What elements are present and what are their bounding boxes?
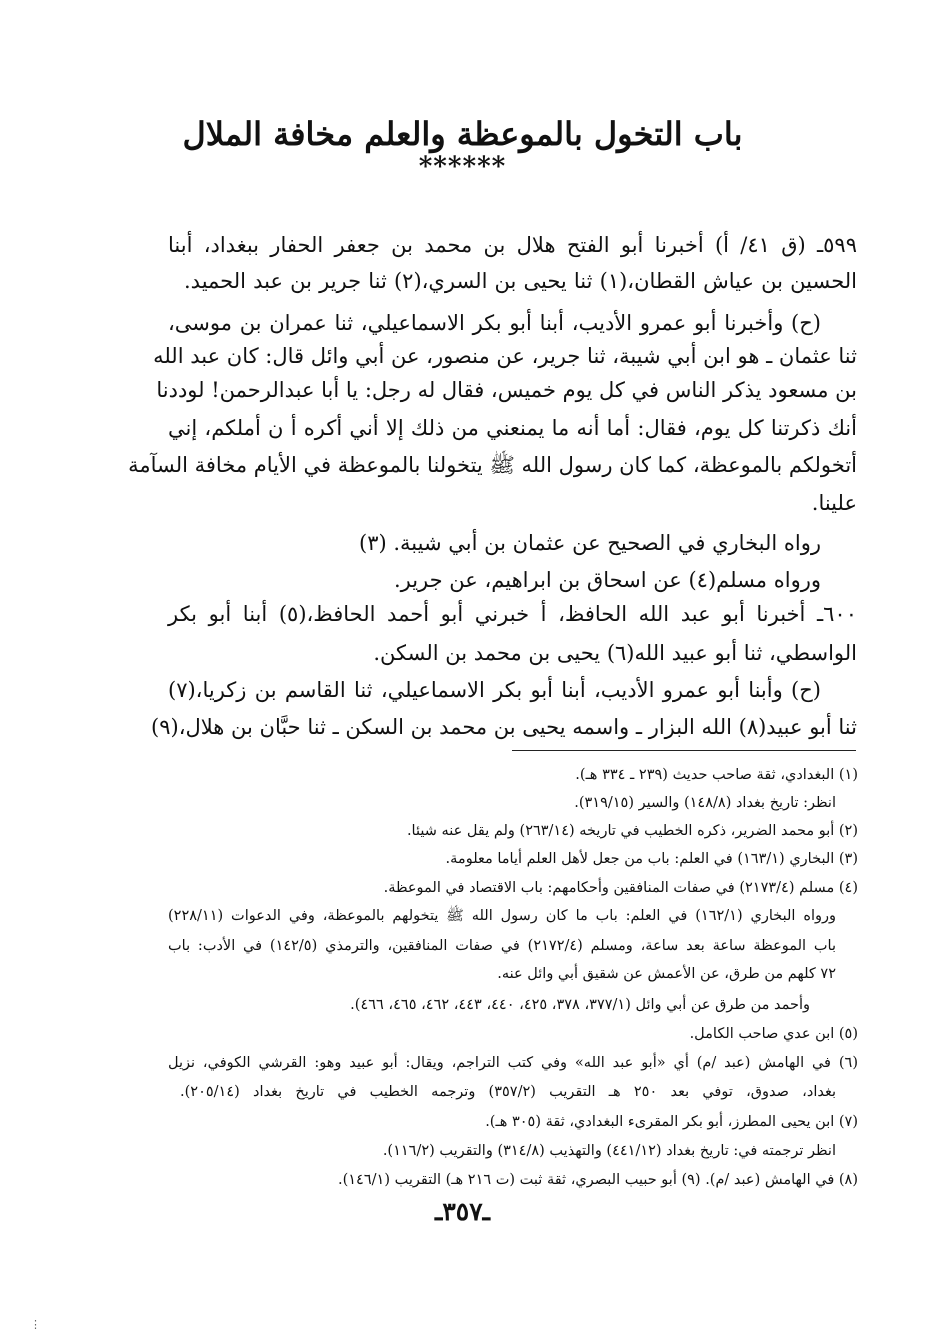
footnote-line: (٦) في الهامش (عبد /م) أي «أبو عبد الله» وفي كتب التراجم، ويقال: أبو عبيد وهو: القرشي الكوفي، نزيل bbox=[168, 1055, 858, 1071]
footnote-line: (٤) مسلم (٢١٧٣/٤) في صفات المنافقين وأحكامهم: باب الاقتصاد في الموعظة. bbox=[383, 880, 858, 896]
page-number: ـ٣٥٧ـ bbox=[435, 1197, 490, 1226]
body-line: ٥٩٩ـ (ق ٤١/ أ) أخبرنا أبو الفتح هلال بن محمد بن جعفر الحفار ببغداد، أبنا bbox=[168, 233, 857, 257]
footnote-line: (٧) ابن يحيى المطرز، أبو بكر المقرىء البغدادي، ثقة (٣٠٥ هـ). bbox=[485, 1114, 858, 1130]
body-line: الواسطي، ثنا أبو عبيد الله(٦) يحيى بن محمد بن السكن. bbox=[373, 641, 857, 665]
footnote-line: انظر: تاريخ بغداد (١٤٨/٨) والسير (٣١٩/١٥). bbox=[574, 795, 836, 811]
body-line: (ح) وأخبرنا أبو عمرو الأديب، أبنا أبو بكر الاسماعيلي، ثنا عمران بن موسى، bbox=[168, 311, 821, 335]
footnote-line: (٨) في الهامش (عبد /م). (٩) أبو حبيب البصري، ثقة ثبت (ت ٢١٦ هـ) التقريب (١٤٦/١). bbox=[337, 1172, 858, 1188]
footnote-line: (٥) ابن عدي صاحب الكامل. bbox=[689, 1026, 858, 1042]
body-line: الحسين بن عياش القطان،(١) ثنا يحيى بن السري،(٢) ثنا جرير بن عبد الحميد. bbox=[184, 269, 857, 293]
body-line: علينا. bbox=[811, 491, 857, 515]
footnote-line: (٢) أبو محمد الضرير، ذكره الخطيب في تاريخه (٢٦٣/١٤) ولم يقل عنه شيئا. bbox=[406, 823, 858, 839]
footnote-line: انظر ترجمته في: تاريخ بغداد (٤٤١/١٢) والتهذيب (٣١٤/٨) والتقريب (١١٦/٢). bbox=[382, 1143, 836, 1159]
scan-mark: ⋮ bbox=[30, 1318, 41, 1331]
footnote-line: ورواه البخاري (١٦٢/١) في العلم: باب ما كان رسول الله ﷺ يتخولهم بالموعظة، وفي الدعوات (٢٢٨/١١) bbox=[168, 908, 836, 924]
body-line: ورواه مسلم(٤) عن اسحاق بن ابراهيم، عن جرير. bbox=[393, 568, 821, 592]
footnote-line: وأحمد من طرق عن أبي وائل (٣٧٧/١، ٣٧٨، ٤٢٥، ٤٤٠، ٤٤٣، ٤٦٢، ٤٦٥، ٤٦٦). bbox=[350, 997, 810, 1013]
body-line: أتخولكم بالموعظة، كما كان رسول الله ﷺ يتخولنا بالموعظة في الأيام مخافة السآمة bbox=[128, 453, 857, 477]
footnote-line: (٣) البخاري (١٦٣/١) في العلم: باب من جعل لأهل العلم أياما معلومة. bbox=[445, 851, 858, 867]
title-ornament-stars: ****** bbox=[418, 152, 507, 182]
body-line: ثنا عثمان ـ هو ابن أبي شيبة، ثنا جرير، عن منصور، عن أبي وائل قال: كان عبد الله bbox=[153, 344, 857, 368]
chapter-title: باب التخول بالموعظة والعلم مخافة الملال bbox=[182, 115, 743, 153]
body-line: ٦٠٠ـ أخبرنا أبو عبد الله الحافظ، أ خبرني أبو أحمد الحافظ،(٥) أبنا أبو بكر bbox=[168, 602, 857, 626]
body-line: (ح) وأبنا أبو عمرو الأديب، أبنا أبو بكر الاسماعيلي، ثنا القاسم بن زكريا،(٧) bbox=[168, 678, 821, 702]
footnote-separator bbox=[512, 750, 856, 751]
body-line: رواه البخاري في الصحيح عن عثمان بن أبي شيبة. (٣) bbox=[359, 531, 821, 555]
footnote-line: بغداد، صدوق، توفي بعد ٢٥٠ هـ التقريب (٣٥٧/٢) وترجمه الخطيب في تاريخ بغداد (٢٠٥/١٤). bbox=[180, 1084, 836, 1100]
footnote-line: (١) البغدادي، ثقة صاحب حديث (٢٣٩ ـ ٣٣٤ هـ). bbox=[575, 767, 858, 783]
body-line: أنك ذكرتنا كل يوم، فقال: أما أنه ما يمنعني من ذلك إلا أني أكره أ ن أملكم، إني bbox=[168, 416, 857, 440]
body-line: ثنا أبو عبيد(٨) الله البزار ـ واسمه يحيى بن محمد بن السكن ـ ثنا حبَّان بن هلال،(٩) bbox=[151, 715, 857, 739]
footnote-line: ٧٢ كلهم من طرق، عن الأعمش عن شقيق أبي وائل عنه. bbox=[497, 966, 836, 982]
body-line: بن مسعود يذكر الناس في كل يوم خميس، فقال له رجل: يا أبا عبدالرحمن! لوددنا bbox=[156, 378, 857, 402]
footnote-line: باب الموعظة ساعة بعد ساعة، ومسلم (٢١٧٢/٤) في صفات المنافقين، والترمذي (١٤٢/٥) في الأدب: باب bbox=[168, 938, 836, 954]
